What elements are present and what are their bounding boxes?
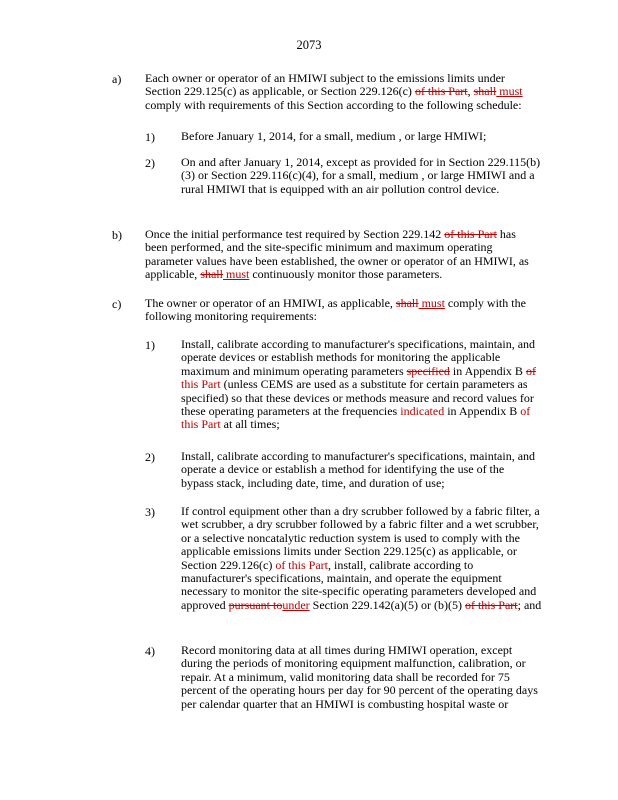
subsection-b-label: b) <box>112 228 122 242</box>
item-c1-text: Install, calibrate according to manufacturer's specifications, maintain, and operate devices or establish methods for monitoring the applicable maximum and minimum operating parameters specified in Appendix B of this Part (unless CEMS are used as a substitute for certain parameters as specified) so that these devices or methods measure and record values for these operating parameters at the frequencies indicated in Appendix B of this Part at all times; <box>181 337 536 432</box>
subsection-b-text: Once the initial performance test required by Section 229.142 of this Part has been performed, and the site-specific minimum and maximum operating parameter values have been established, the owner or operator of an HMIWI, as applicable, shall must continuously monitor those parameters. <box>145 227 529 282</box>
deleted-text: shall <box>395 296 419 310</box>
inserted-text: under <box>282 597 310 612</box>
amended-text: of this Part <box>275 557 328 572</box>
item-a2-text: On and after January 1, 2014, except as provided for in Section 229.115(b)(3) or Section 229.116(c)(4), for a small, medium , or large HMIWI and a rural HMIWI that is equipped with an air pollution control device. <box>181 155 541 196</box>
item-c1-number: 1) <box>145 338 155 352</box>
amended-text: this Part <box>181 377 221 392</box>
item-c4-number: 4) <box>145 644 155 658</box>
deleted-text: of <box>525 363 536 378</box>
inserted-text: must <box>496 84 523 99</box>
item-a1-number: 1) <box>145 130 155 144</box>
deleted-text: of this Part <box>444 227 497 241</box>
deleted-text: of this Part <box>464 597 518 612</box>
item-c4-text: Record monitoring data at all times during HMIWI operation, except during the periods of monitoring equipment malfunction, calibration, or repair. At a minimum, valid monitoring data shall be recorded for 75 percent of the operating hours per day for 90 percent of the operating days per calendar quarter that an HMIWI is combusting hospital waste or <box>181 643 538 711</box>
item-c3-text: If control equipment other than a dry scrubber followed by a fabric filter, a wet scrubber, a dry scrubber followed by a fabric filter and a wet scrubber, or a selective noncatalytic reduction system is used to comply with the applicable emissions limits under Section 229.125(c) as applicable, or Section 229.126(c) of this Part, install, calibrate according to manufacturer's specifications, maintain, and operate the equipment necessary to monitor the site-specific operating parameters developed and approved pursuant tounder Section 229.142(a)(5) or (b)(5) of this Part; and <box>181 504 542 612</box>
deleted-text: specified <box>406 363 450 378</box>
page-number: 2073 <box>296 38 322 52</box>
item-c2-text: Install, calibrate according to manufacturer's specifications, maintain, and operate a device or establish a method for identifying the use of the bypass stack, including date, time, and duration of use; <box>181 449 536 490</box>
subsection-a-text: Each owner or operator of an HMIWI subject to the emissions limits under Section 229.125(c) as applicable, or Section 229.126(c) of this Part, shall must comply with requirements of this Section according to the following schedule: <box>145 71 523 112</box>
item-a1-text: Before January 1, 2014, for a small, medium , or large HMIWI; <box>181 129 487 143</box>
inserted-text: must <box>222 267 250 282</box>
item-c2-number: 2) <box>145 450 155 464</box>
deleted-text: pursuant to <box>228 597 283 612</box>
subsection-a-label: a) <box>112 72 122 86</box>
item-a2-number: 2) <box>145 156 155 170</box>
inserted-text: must <box>418 296 445 310</box>
deleted-text: shall <box>200 267 223 282</box>
amended-text: of this Part <box>181 404 531 432</box>
subsection-c-label: c) <box>112 297 122 311</box>
amended-text: indicated <box>400 404 445 419</box>
item-c3-number: 3) <box>145 505 155 519</box>
deleted-text: of this Part <box>414 84 468 99</box>
subsection-c-text: The owner or operator of an HMIWI, as applicable, shall must comply with the following monitoring requirements: <box>145 296 526 324</box>
deleted-text: shall <box>473 84 497 99</box>
